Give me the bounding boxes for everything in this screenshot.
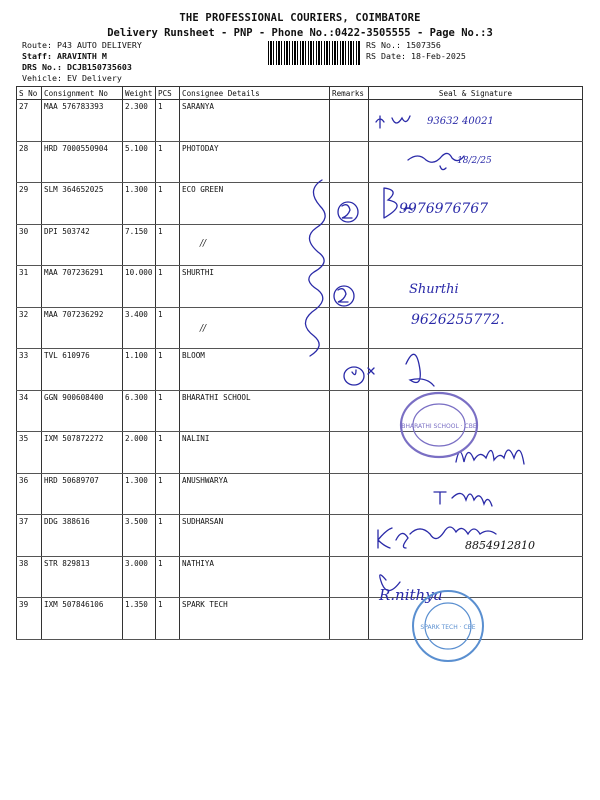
cell-sno: 34 xyxy=(17,390,42,432)
table-row xyxy=(17,515,583,557)
cell-consignee: NATHIYA xyxy=(180,556,330,598)
cell-signature xyxy=(369,473,583,515)
handwritten-phone: 9976976767 xyxy=(399,201,489,217)
drs-text: DRS No.: DCJB150735603 xyxy=(22,62,132,72)
cell-remarks xyxy=(330,390,369,432)
cell-consignee: SHURTHI xyxy=(180,266,330,308)
cell-pcs: 1 xyxy=(156,556,180,598)
cell-pcs: 1 xyxy=(156,141,180,183)
cell-sno: 37 xyxy=(17,515,42,557)
cell-weight: 1.100 xyxy=(123,349,156,391)
table-row xyxy=(17,224,583,266)
cell-pcs: 1 xyxy=(156,515,180,557)
cell-sno: 28 xyxy=(17,141,42,183)
table-row xyxy=(17,266,583,308)
runsheet-title: THE PROFESSIONAL COURIERS, COIMBATORE xyxy=(179,12,421,24)
cell-sno: 29 xyxy=(17,183,42,225)
ditto-mark: // xyxy=(200,323,207,334)
cell-weight: 5.100 xyxy=(123,141,156,183)
stamp-text: BHARATHI SCHOOL · CBE xyxy=(401,423,477,430)
route-text: Route: P43 AUTO DELIVERY xyxy=(22,40,142,50)
handwritten-phone: 93632 40021 xyxy=(427,116,494,127)
meta-left xyxy=(22,40,142,84)
cell-signature xyxy=(369,266,583,308)
cell-consignment: HRD 7000550904 xyxy=(42,141,123,183)
handwritten-phone: 9626255772. xyxy=(411,311,505,328)
meta-right xyxy=(366,40,466,62)
cell-pcs: 1 xyxy=(156,224,180,266)
vehicle-text: Vehicle: EV Delivery xyxy=(22,73,122,83)
table-row xyxy=(17,349,583,391)
table-row xyxy=(17,556,583,598)
cell-consignment: IXM 507872272 xyxy=(42,432,123,474)
cell-signature xyxy=(369,183,583,225)
cell-signature xyxy=(369,100,583,142)
cell-sno: 31 xyxy=(17,266,42,308)
cell-pcs: 1 xyxy=(156,349,180,391)
cell-consignment: DPI 503742 xyxy=(42,224,123,266)
rs-date-text: RS Date: 18-Feb-2025 xyxy=(366,51,466,61)
runsheet-subtitle: Delivery Runsheet - PNP - Phone No.:0422-3505555 - Page No.:3 xyxy=(107,27,493,39)
cell-signature xyxy=(369,307,583,349)
cell-remarks xyxy=(330,598,369,640)
cell-remarks xyxy=(330,307,369,349)
cell-consignment: TVL 610976 xyxy=(42,349,123,391)
cell-consignment: GGN 900608400 xyxy=(42,390,123,432)
cell-sno: 32 xyxy=(17,307,42,349)
cell-sno: 39 xyxy=(17,598,42,640)
cell-pcs: 1 xyxy=(156,307,180,349)
cell-weight: 10.000 xyxy=(123,266,156,308)
cell-consignee: NALINI xyxy=(180,432,330,474)
table-row xyxy=(17,307,583,349)
cell-signature xyxy=(369,515,583,557)
cell-weight: 3.400 xyxy=(123,307,156,349)
table-row xyxy=(17,390,583,432)
school-stamp xyxy=(398,390,480,460)
cell-consignee: SUDHARSAN xyxy=(180,515,330,557)
rs-no-text: RS No.: 1507356 xyxy=(366,40,441,50)
cell-pcs: 1 xyxy=(156,100,180,142)
cell-consignee xyxy=(180,307,330,349)
handwritten-date: 18/2/25 xyxy=(457,155,492,166)
table-row xyxy=(17,473,583,515)
cell-remarks xyxy=(330,515,369,557)
col-consignment: Consignment No xyxy=(42,87,123,100)
handwritten-phone: 8854912810 xyxy=(465,539,535,552)
cell-sno: 33 xyxy=(17,349,42,391)
cell-sno: 30 xyxy=(17,224,42,266)
cell-consignment: MAA 707236291 xyxy=(42,266,123,308)
spark-stamp xyxy=(410,588,486,664)
barcode-image xyxy=(268,41,360,65)
handwritten-name: R.nithya xyxy=(379,586,443,604)
col-consignee: Consignee Details xyxy=(180,87,330,100)
cell-pcs: 1 xyxy=(156,183,180,225)
table-row xyxy=(17,183,583,225)
table-row xyxy=(17,598,583,640)
cell-sno: 36 xyxy=(17,473,42,515)
cell-weight: 1.350 xyxy=(123,598,156,640)
cell-pcs: 1 xyxy=(156,432,180,474)
cell-remarks xyxy=(330,266,369,308)
cell-consignee: BHARATHI SCHOOL xyxy=(180,390,330,432)
cell-remarks xyxy=(330,100,369,142)
cell-sno: 27 xyxy=(17,100,42,142)
cell-weight: 3.500 xyxy=(123,515,156,557)
cell-consignee: ANUSHWARYA xyxy=(180,473,330,515)
cell-consignment: STR 829813 xyxy=(42,556,123,598)
cell-sno: 35 xyxy=(17,432,42,474)
cell-weight: 2.300 xyxy=(123,100,156,142)
cell-pcs: 1 xyxy=(156,598,180,640)
col-remarks: Remarks xyxy=(330,87,369,100)
cell-consignment: MAA 707236292 xyxy=(42,307,123,349)
table-header-row xyxy=(17,87,583,100)
cell-consignee: SARANYA xyxy=(180,100,330,142)
staff-text: Staff: ARAVINTH M xyxy=(22,51,107,61)
col-pcs: PCS xyxy=(156,87,180,100)
cell-weight: 1.300 xyxy=(123,183,156,225)
cell-consignment: IXM 507846106 xyxy=(42,598,123,640)
cell-weight: 7.150 xyxy=(123,224,156,266)
cell-consignment: MAA 576783393 xyxy=(42,100,123,142)
cell-signature xyxy=(369,349,583,391)
cell-remarks xyxy=(330,141,369,183)
cell-signature xyxy=(369,141,583,183)
cell-sno: 38 xyxy=(17,556,42,598)
cell-consignee: SPARK TECH xyxy=(180,598,330,640)
cell-consignment: SLM 364652025 xyxy=(42,183,123,225)
cell-signature xyxy=(369,224,583,266)
runsheet-table xyxy=(16,86,583,640)
cell-remarks xyxy=(330,183,369,225)
cell-weight: 6.300 xyxy=(123,390,156,432)
cell-weight: 3.000 xyxy=(123,556,156,598)
cell-consignment: HRD 50689707 xyxy=(42,473,123,515)
handwritten-name: Shurthi xyxy=(409,282,459,297)
col-sno: S No xyxy=(17,87,42,100)
cell-pcs: 1 xyxy=(156,266,180,308)
col-weight: Weight xyxy=(123,87,156,100)
cell-weight: 2.000 xyxy=(123,432,156,474)
cell-remarks xyxy=(330,224,369,266)
cell-consignee: ECO GREEN xyxy=(180,183,330,225)
cell-consignee: PHOTODAY xyxy=(180,141,330,183)
col-signature: Seal & Signature xyxy=(369,87,583,100)
cell-remarks xyxy=(330,473,369,515)
cell-pcs: 1 xyxy=(156,473,180,515)
cell-consignment: DDG 388616 xyxy=(42,515,123,557)
table-row xyxy=(17,100,583,142)
ditto-mark: // xyxy=(200,238,207,249)
cell-consignee xyxy=(180,224,330,266)
cell-remarks xyxy=(330,556,369,598)
table-row xyxy=(17,141,583,183)
stamp-text: SPARK TECH · CBE xyxy=(420,624,476,631)
cell-consignee: BLOOM xyxy=(180,349,330,391)
cell-weight: 1.300 xyxy=(123,473,156,515)
cell-remarks xyxy=(330,349,369,391)
table-row xyxy=(17,432,583,474)
cell-pcs: 1 xyxy=(156,390,180,432)
cell-remarks xyxy=(330,432,369,474)
